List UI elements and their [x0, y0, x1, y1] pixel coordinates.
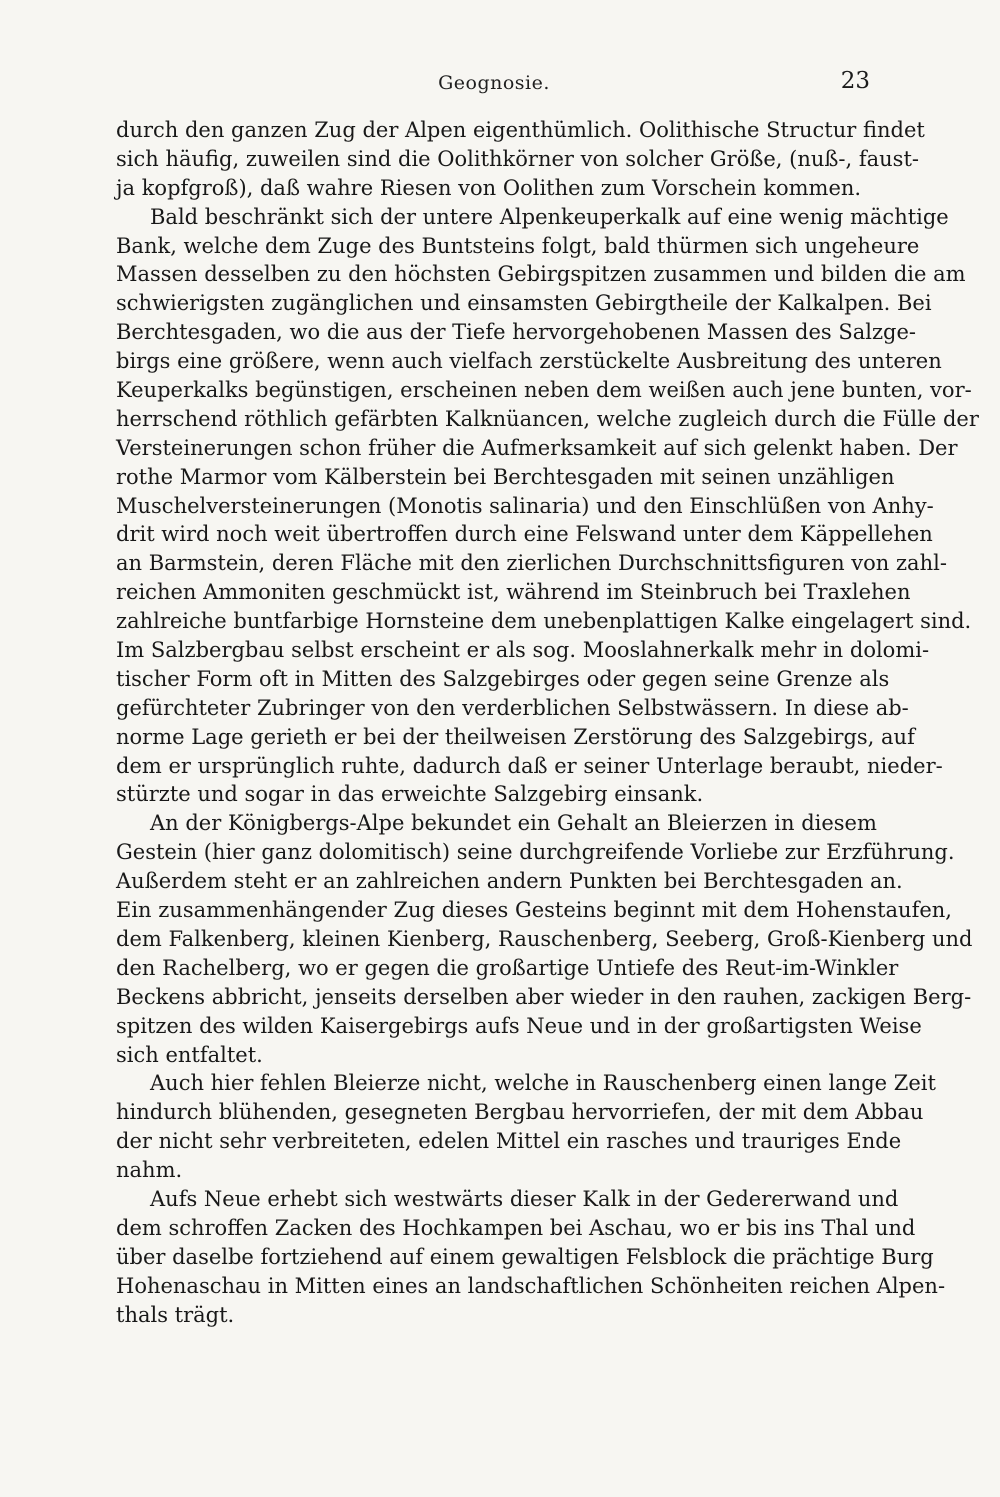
- text-line: den Rachelberg, wo er gegen die großartige Untiefe des Reut-im-Winkler: [116, 955, 899, 980]
- text-line: rothe Marmor vom Kälberstein bei Berchtesgaden mit seinen unzähligen: [116, 464, 895, 489]
- paragraph-3: [116, 809, 973, 1069]
- text-line: Beckens abbricht, jenseits derselben aber wieder in den rauhen, zackigen Berg-: [116, 984, 972, 1009]
- paragraph-2: [116, 203, 979, 810]
- text-line: Hohenaschau in Mitten eines an landschaftlichen Schönheiten reichen Alpen-: [116, 1273, 946, 1298]
- text-line: drit wird noch weit übertroffen durch eine Felswand unter dem Käppellehen: [116, 522, 933, 547]
- text-line: über daselbe fortziehend auf einem gewaltigen Felsblock die prächtige Burg: [116, 1244, 934, 1269]
- text-line: stürzte und sogar in das erweichte Salzgebirg einsank.: [116, 782, 704, 807]
- text-line: der nicht sehr verbreiteten, edelen Mittel ein rasches und trauriges Ende: [116, 1129, 902, 1154]
- text-line: zahlreiche buntfarbige Hornsteine dem unebenplattigen Kalke eingelagert sind.: [116, 609, 972, 634]
- text-line: tischer Form oft in Mitten des Salzgebirges oder gegen seine Grenze als: [116, 666, 890, 691]
- text-line: hindurch blühenden, gesegneten Bergbau hervorriefen, der mit dem Abbau: [116, 1100, 924, 1125]
- running-head: Geognosie.: [438, 72, 550, 94]
- text-line: sich entfaltet.: [116, 1042, 263, 1067]
- text-line: thals trägt.: [116, 1302, 235, 1327]
- text-line: Keuperkalks begünstigen, erscheinen neben dem weißen auch jene bunten, vor-: [116, 378, 972, 403]
- text-line: Muschelversteinerungen (Monotis salinaria) und den Einschlüßen von Anhy-: [116, 493, 934, 518]
- body-text: [116, 116, 979, 1329]
- text-line: Im Salzbergbau selbst erscheint er als sog. Mooslahnerkalk mehr in dolomi-: [116, 638, 930, 663]
- text-line: ja kopfgroß), daß wahre Riesen von Oolithen zum Vorschein kommen.: [116, 175, 862, 200]
- text-line: spitzen des wilden Kaisergebirgs aufs Neue und in der großartigsten Weise: [116, 1013, 922, 1038]
- text-line: Bald beschränkt sich der untere Alpenkeuperkalk auf eine wenig mächtige: [150, 204, 949, 229]
- text-line: Auch hier fehlen Bleierze nicht, welche in Rauschenberg einen lange Zeit: [150, 1071, 936, 1096]
- text-line: nahm.: [116, 1158, 183, 1183]
- text-line: durch den ganzen Zug der Alpen eigenthümlich. Oolithische Structur findet: [116, 118, 925, 142]
- text-line: Berchtesgaden, wo die aus der Tiefe hervorgehobenen Massen des Salzge-: [116, 320, 916, 345]
- paragraph-1: [116, 116, 925, 203]
- text-line: reichen Ammoniten geschmückt ist, während im Steinbruch bei Traxlehen: [116, 580, 911, 605]
- text-line: An der Königbergs-Alpe bekundet ein Gehalt an Bleierzen in diesem: [150, 811, 877, 836]
- text-line: an Barmstein, deren Fläche mit den zierlichen Durchschnittsfiguren von zahl-: [116, 551, 947, 576]
- text-line: Ein zusammenhängender Zug dieses Gesteins beginnt mit dem Hohenstaufen,: [116, 898, 952, 923]
- text-line: dem Falkenberg, kleinen Kienberg, Rauschenberg, Seeberg, Groß-Kienberg und: [116, 926, 973, 951]
- paragraph-5: [116, 1185, 946, 1329]
- text-line: norme Lage gerieth er bei der theilweisen Zerstörung des Salzgebirgs, auf: [116, 724, 915, 749]
- text-line: Bank, welche dem Zuge des Buntsteins folgt, bald thürmen sich ungeheure: [116, 233, 920, 258]
- page-header: [118, 68, 870, 102]
- text-line: gefürchteter Zubringer von den verderblichen Selbstwässern. In diese ab-: [116, 695, 909, 720]
- text-line: birgs eine größere, wenn auch vielfach zerstückelte Ausbreitung des unteren: [116, 349, 942, 374]
- text-line: sich häufig, zuweilen sind die Oolithkörner von solcher Größe, (nuß-, faust-: [116, 146, 919, 171]
- text-line: Massen desselben zu den höchsten Gebirgspitzen zusammen und bilden die am: [116, 262, 966, 287]
- text-line: dem er ursprünglich ruhte, dadurch daß er seiner Unterlage beraubt, nieder-: [116, 753, 943, 778]
- text-line: Außerdem steht er an zahlreichen andern Punkten bei Berchtesgaden an.: [116, 869, 903, 894]
- text-line: Aufs Neue erhebt sich westwärts dieser Kalk in der Gedererwand und: [150, 1186, 899, 1211]
- text-line: schwierigsten zugänglichen und einsamsten Gebirgtheile der Kalkalpen. Bei: [116, 291, 932, 316]
- text-line: dem schroffen Zacken des Hochkampen bei Aschau, wo er bis ins Thal und: [116, 1215, 916, 1240]
- text-line: herrschend röthlich gefärbten Kalknüancen, welche zugleich durch die Fülle der: [116, 406, 979, 431]
- text-line: Gestein (hier ganz dolomitisch) seine durchgreifende Vorliebe zur Erzführung.: [116, 840, 955, 865]
- text-line: Versteinerungen schon früher die Aufmerksamkeit auf sich gelenkt haben. Der: [116, 435, 958, 460]
- paragraph-4: [116, 1069, 936, 1185]
- page-number: 23: [840, 68, 870, 94]
